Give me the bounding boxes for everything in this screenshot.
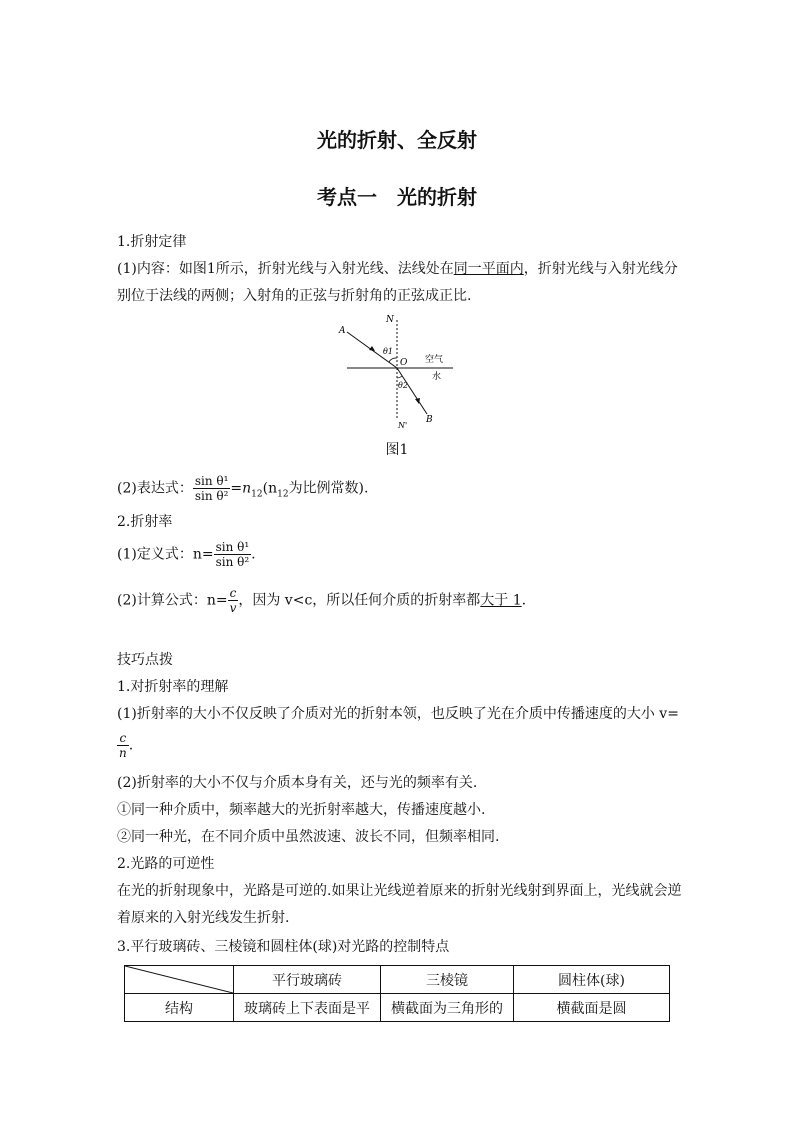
label-air: 空气 [425,355,444,365]
table-cell: 结构 [125,994,234,1022]
label-n-prime: N' [398,421,408,430]
table-row [125,994,670,1022]
refraction-diagram [335,312,465,432]
figure-caption: 图1 [385,442,409,458]
table-cell: 玻璃砖上下表面是平 [234,994,381,1022]
tips-heading: 技巧点拨 [117,652,173,668]
label-n: N [386,315,394,325]
tips-paragraph-1: (1)折射率的大小不仅反映了介质对光的折射本领，也反映了光在介质中传播速度的大小 v= [117,706,679,722]
angle2-arc [397,376,402,378]
tips-paragraph-4: ②同一种光，在不同介质中虽然波速、波长不同，但频率相同. [117,829,500,845]
tips-subheading-2: 2.光路的可逆性 [117,856,215,872]
tips-paragraph-5: 在光的折射现象中，光路是可逆的.如果让光线逆着原来的折射光线射到界面上，光线就会逆 [117,883,682,899]
table-cell: 横截面为三角形的 [381,994,514,1022]
diagonal-line [125,966,233,993]
table-header: 平行玻璃砖 [234,966,381,994]
refraction-law-content: (1)内容：如图1所示，折射光线与入射光线、法线处在同一平面内，折射光线与入射光线分 [117,261,678,277]
page-title: 光的折射、全反射 [317,128,477,152]
calculation-formula: (2)计算公式：n= $\frac{c}{v}$ ，因为 v<c，所以任何介质的折射率都大于 1. [117,586,527,615]
table-header: 圆柱体(球) [514,966,670,994]
tips-paragraph-6: 着原来的入射光线发生折射. [117,910,290,926]
underlined-term: 同一平面内 [453,261,524,277]
comparison-table [124,965,670,1022]
velocity-fraction: $\frac{c}{n}$ . [119,731,134,760]
refractive-index-heading: 2.折射率 [117,514,173,530]
definition-fraction: $\frac{\text{sin θ¹}}{\text{sin θ²}}$ [215,540,250,569]
sine-ratio-fraction: $\frac{\text{sin θ¹}}{\text{sin θ²}}$ [194,474,229,503]
tips-paragraph-3: ①同一种介质中，频率越大的光折射率越大，传播速度越小. [117,802,486,818]
label-o: O [400,358,408,368]
label-a: A [339,326,346,336]
section-title: 考点一 光的折射 [317,185,477,209]
table-corner-cell [125,966,234,994]
tips-paragraph-2: (2)折射率的大小不仅与介质本身有关，还与光的频率有关. [117,775,478,791]
refraction-law-heading: 1.折射定律 [117,234,187,250]
expression-formula: (2)表达式： $\frac{\text{sin θ¹}}{\text{sin θ²}}$ $=n_{12}(n_{12}$为比例常数). [117,474,369,503]
tips-subheading-1: 1.对折射率的理解 [117,679,229,695]
tips-subheading-3: 3.平行玻璃砖、三棱镜和圆柱体(球)对光路的控制特点 [117,939,450,955]
label-theta2: θ2 [398,381,408,390]
table-header: 三棱镜 [381,966,514,994]
label-b: B [426,415,433,425]
speed-ratio-fraction: $\frac{c}{v}$ [229,586,237,615]
definition-formula: (1)定义式：n= $\frac{\text{sin θ¹}}{\text{sin θ²}}$ . [117,540,256,569]
refracted-ray [397,368,427,414]
refracted-arrow [415,398,420,404]
label-theta1: θ1 [383,347,393,356]
table-header-row [125,966,670,994]
table-cell: 横截面是圆 [514,994,670,1022]
refraction-law-content-line2: 别位于法线的两侧；入射角的正弦与折射角的正弦成正比. [117,288,472,304]
angle1-arc [389,358,397,362]
label-water: 水 [432,372,442,382]
underlined-term: 大于 1 [480,592,522,609]
